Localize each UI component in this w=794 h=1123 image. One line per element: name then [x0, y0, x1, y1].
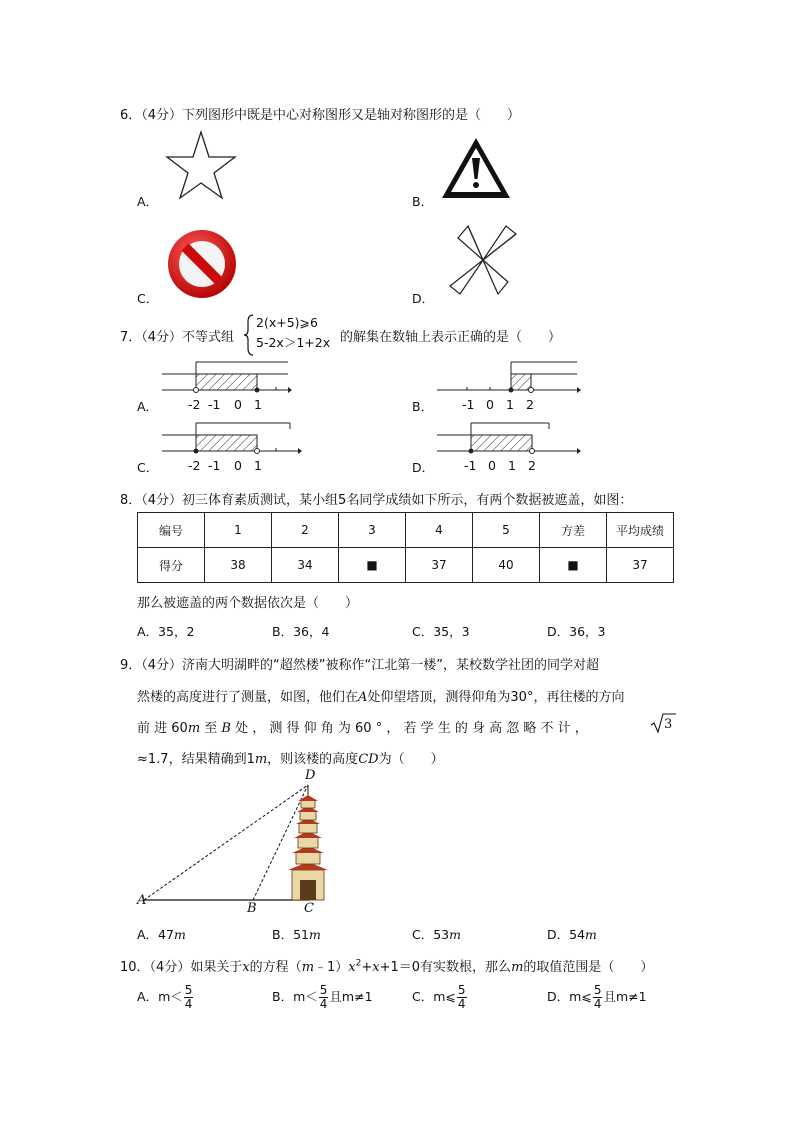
- pagoda-icon: [288, 785, 328, 900]
- tick-label: -2: [188, 458, 201, 473]
- var: x: [348, 960, 356, 975]
- q8-option-d: D．36，3: [547, 624, 606, 639]
- q9-option-a: [137, 925, 186, 943]
- relation: ⩽: [581, 989, 592, 1004]
- point-d-label: D: [305, 768, 316, 783]
- var: m: [158, 989, 171, 1004]
- option-label: B．: [272, 989, 294, 1004]
- point-a-label: A: [137, 893, 147, 908]
- fraction: [457, 984, 467, 1011]
- option-label: C．: [412, 989, 434, 1004]
- q10-option-b: [272, 984, 373, 1011]
- text: ﹣1）: [314, 960, 349, 975]
- q6-option-a: A．: [137, 194, 159, 209]
- table-cell: 2: [272, 513, 339, 548]
- text: 至: [200, 721, 222, 736]
- numerator: 5: [319, 983, 328, 997]
- table-cell: 37: [607, 548, 674, 583]
- unit: m: [449, 927, 461, 942]
- tick-label: 0: [488, 458, 496, 473]
- table-cell: 3: [339, 513, 406, 548]
- q9-line-3: [137, 717, 588, 736]
- tick-label: -1: [208, 397, 221, 412]
- q8-option-c: C．35，3: [412, 624, 470, 639]
- fraction: [319, 984, 329, 1011]
- tick-label: -1: [462, 397, 475, 412]
- q6-option-d: D．: [412, 291, 435, 306]
- tick-label: 0: [486, 397, 494, 412]
- q7-option-a: A．: [137, 399, 159, 414]
- text: 处仰望塔顶，测得仰角为30°，再往楼的方向: [367, 690, 625, 705]
- text: B．51: [272, 927, 309, 942]
- q9-option-d: [547, 925, 597, 943]
- text: 为（ ）: [378, 752, 444, 767]
- table-cell: 编号: [138, 513, 205, 548]
- tick-label: 1: [254, 458, 262, 473]
- text: C．53: [412, 927, 450, 942]
- relation: ＜: [170, 989, 183, 1004]
- numerator: 5: [184, 983, 193, 997]
- unit: m: [254, 752, 268, 767]
- exponent: 2: [355, 958, 362, 969]
- denominator: 4: [593, 997, 602, 1011]
- var: m: [433, 989, 446, 1004]
- text: 的方程（: [249, 960, 302, 975]
- q8-option-a: A．35，2: [137, 624, 195, 639]
- table-cell: 平均成绩: [607, 513, 674, 548]
- denominator: 4: [319, 997, 328, 1011]
- var: m: [293, 989, 306, 1004]
- table-cell: 34: [272, 548, 339, 583]
- q7-system: [256, 313, 330, 353]
- q7-stem-suffix: 的解集在数轴上表示正确的是（ ）: [340, 330, 562, 345]
- unit: m: [173, 927, 186, 942]
- tick-label: -1: [464, 458, 477, 473]
- sqrt-three: [650, 712, 676, 738]
- q7-option-c: C．: [137, 460, 159, 475]
- q6-option-c: C．: [137, 291, 159, 306]
- q7-option-d: D．: [412, 460, 435, 475]
- text: 10．（4分）如果关于: [120, 960, 243, 975]
- table-cell: 5: [473, 513, 540, 548]
- condition: 且m≠1: [329, 989, 373, 1004]
- text: 处 ， 测 得 仰 角 为 60 ° ， 若 学 生 的 身 高 忽 略 不 计 ，: [230, 721, 588, 736]
- pinwheel-icon: [440, 222, 526, 298]
- q9-option-c: [412, 925, 461, 943]
- tick-label: 0: [234, 397, 242, 412]
- fraction: [184, 984, 194, 1011]
- numerator: 5: [457, 983, 466, 997]
- text: 的取值范围是（ ）: [523, 960, 654, 975]
- point-c-label: C: [304, 901, 314, 916]
- var: m: [301, 960, 315, 975]
- number-line-a: [162, 360, 292, 410]
- relation: ＜: [305, 989, 318, 1004]
- text: 前 进 60: [137, 721, 188, 736]
- tick-label: 1: [254, 397, 262, 412]
- q6-option-b: B．: [412, 194, 434, 209]
- q8-option-b: B．36，4: [272, 624, 330, 639]
- q7-stem-prefix: 7．（4分）不等式组: [120, 330, 235, 345]
- tick-label: -2: [188, 397, 201, 412]
- point-b-label: B: [247, 901, 257, 916]
- system-brace: [244, 314, 254, 356]
- tick-label: 0: [234, 458, 242, 473]
- option-label: D．: [547, 989, 570, 1004]
- q9-line-1: 9．（4分）济南大明湖畔的“超然楼”被称作“江北第一楼”，某校数学社团的同学对超: [120, 658, 599, 673]
- numerator: 5: [593, 983, 602, 997]
- table-cell-masked: ■: [339, 548, 406, 583]
- q9-line-2: [137, 686, 624, 705]
- denominator: 4: [184, 997, 193, 1011]
- tower-diagram: [140, 770, 340, 910]
- table-row: [138, 513, 674, 548]
- unit: m: [585, 927, 597, 942]
- denominator: 4: [457, 997, 466, 1011]
- var: x: [372, 960, 380, 975]
- table-cell: 37: [406, 548, 473, 583]
- tick-label: 2: [526, 397, 534, 412]
- table-cell: 方差: [540, 513, 607, 548]
- table-cell: 4: [406, 513, 473, 548]
- point-label: A: [358, 690, 368, 705]
- segment-label: CD: [358, 752, 379, 767]
- text: 然楼的高度进行了测量，如图，他们在: [137, 690, 359, 705]
- table-cell: 得分: [138, 548, 205, 583]
- q7-inequality-1: 2(x+5)⩾6: [256, 315, 318, 330]
- option-label: A．: [137, 989, 159, 1004]
- q7-option-b: B．: [412, 399, 434, 414]
- var: x: [242, 960, 250, 975]
- relation: ⩽: [445, 989, 456, 1004]
- text: ≈1.7，结果精确到1: [137, 752, 255, 767]
- table-cell: 38: [205, 548, 272, 583]
- q8-follow: 那么被遮盖的两个数据依次是（ ）: [137, 596, 359, 611]
- tick-label: 1: [506, 397, 514, 412]
- text: +1＝0有实数根，那么: [379, 960, 512, 975]
- text: D．54: [547, 927, 586, 942]
- tick-label: -1: [208, 458, 221, 473]
- tick-label: 2: [528, 458, 536, 473]
- q10-option-c: [412, 984, 468, 1011]
- table-row: [138, 548, 674, 583]
- table-cell: 40: [473, 548, 540, 583]
- q7-inequality-2: 5-2x＞1+2x: [256, 335, 331, 350]
- text: +: [361, 960, 373, 975]
- text: ，则该楼的高度: [267, 752, 359, 767]
- var: m: [569, 989, 582, 1004]
- var: m: [511, 960, 524, 975]
- fraction: [593, 984, 603, 1011]
- q8-stem: 8．（4分）初三体育素质测试，某小组5名同学成绩如下所示，有两个数据被遮盖，如图：: [120, 493, 633, 508]
- q6-stem: 6．（4分）下列图形中既是中心对称图形又是轴对称图形的是（ ）: [120, 108, 521, 123]
- score-table: [137, 512, 674, 583]
- point-label: B: [221, 721, 231, 736]
- unit: m: [187, 721, 201, 736]
- q10-stem: [120, 956, 653, 975]
- q9-line-4: [137, 748, 444, 767]
- q10-option-d: [547, 984, 647, 1011]
- q9-option-b: [272, 925, 321, 943]
- unit: m: [308, 927, 321, 942]
- warning-triangle-icon: [440, 136, 512, 200]
- star-icon: [166, 130, 236, 200]
- no-entry-sign-icon: [166, 228, 238, 300]
- tick-label: 1: [508, 458, 516, 473]
- text: A．47: [137, 927, 174, 942]
- condition: 且m≠1: [603, 989, 647, 1004]
- table-cell: 1: [205, 513, 272, 548]
- radicand: 3: [664, 717, 673, 732]
- table-cell-masked: ■: [540, 548, 607, 583]
- q10-option-a: [137, 984, 194, 1011]
